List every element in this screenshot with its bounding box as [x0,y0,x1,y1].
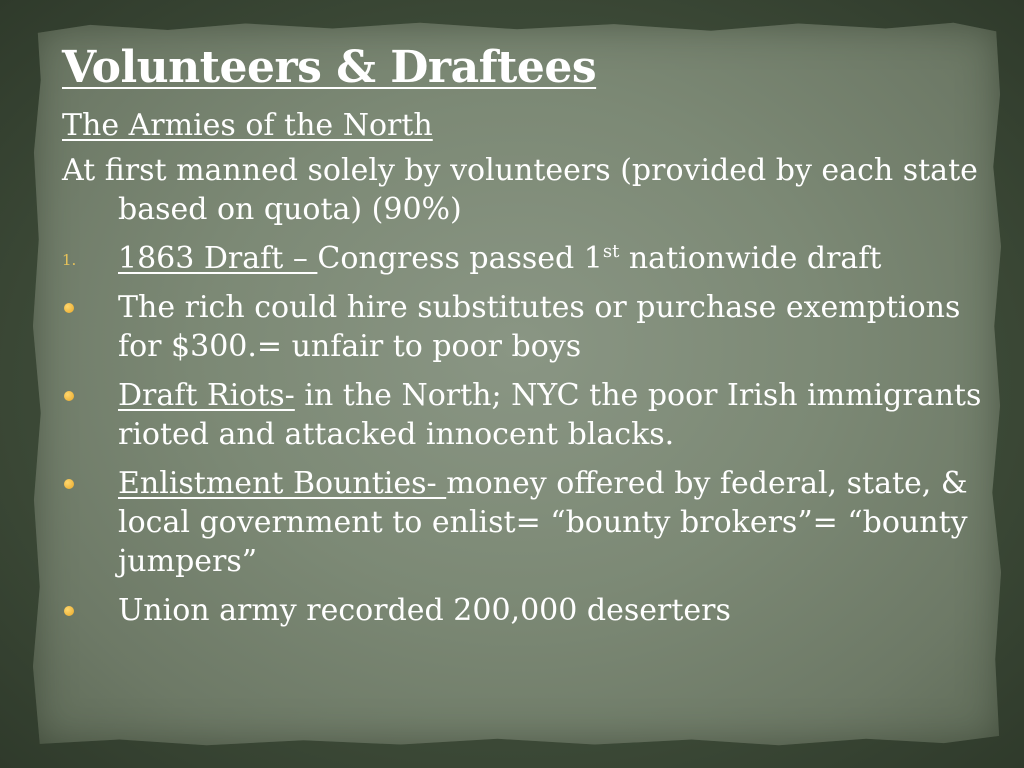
bullet-item [62,376,982,454]
numbered-item-term: 1863 Draft – [118,241,318,276]
bullet-icon [64,303,74,313]
numbered-item-text: Congress passed 1 [317,241,603,276]
bullet-icon [64,479,74,489]
bullet-item [62,464,982,581]
bullet-icon [64,606,74,616]
bullet-icon [64,391,74,401]
numbered-item-1 [62,239,982,278]
bullet-text: money offered by federal, state, & local government to enlist= “bounty brokers”= “bounty jumpers” [118,466,968,579]
bullet-term: Draft Riots- [118,378,295,413]
bullet-item [62,591,982,630]
bullet-text: The rich could hire substitutes or purchase exemptions for $300.= unfair to poor boys [118,290,961,364]
numbered-item-superscript: st [602,241,620,262]
bullet-text: Union army recorded 200,000 deserters [118,593,731,628]
slide-title: Volunteers & Draftees [62,42,597,93]
intro-text: At first manned solely by volunteers (provided by each state based on quota) (90%) [62,153,978,227]
bullet-item [62,288,982,366]
number-marker: 1. [62,251,77,269]
slide-content [62,38,982,630]
bullet-text: in the North; NYC the poor Irish immigrants rioted and attacked innocent blacks. [118,378,982,452]
bullet-term: Enlistment Bounties- [118,466,447,501]
numbered-item-text-end: nationwide draft [619,241,882,276]
slide-subtitle: The Armies of the North [62,108,433,143]
